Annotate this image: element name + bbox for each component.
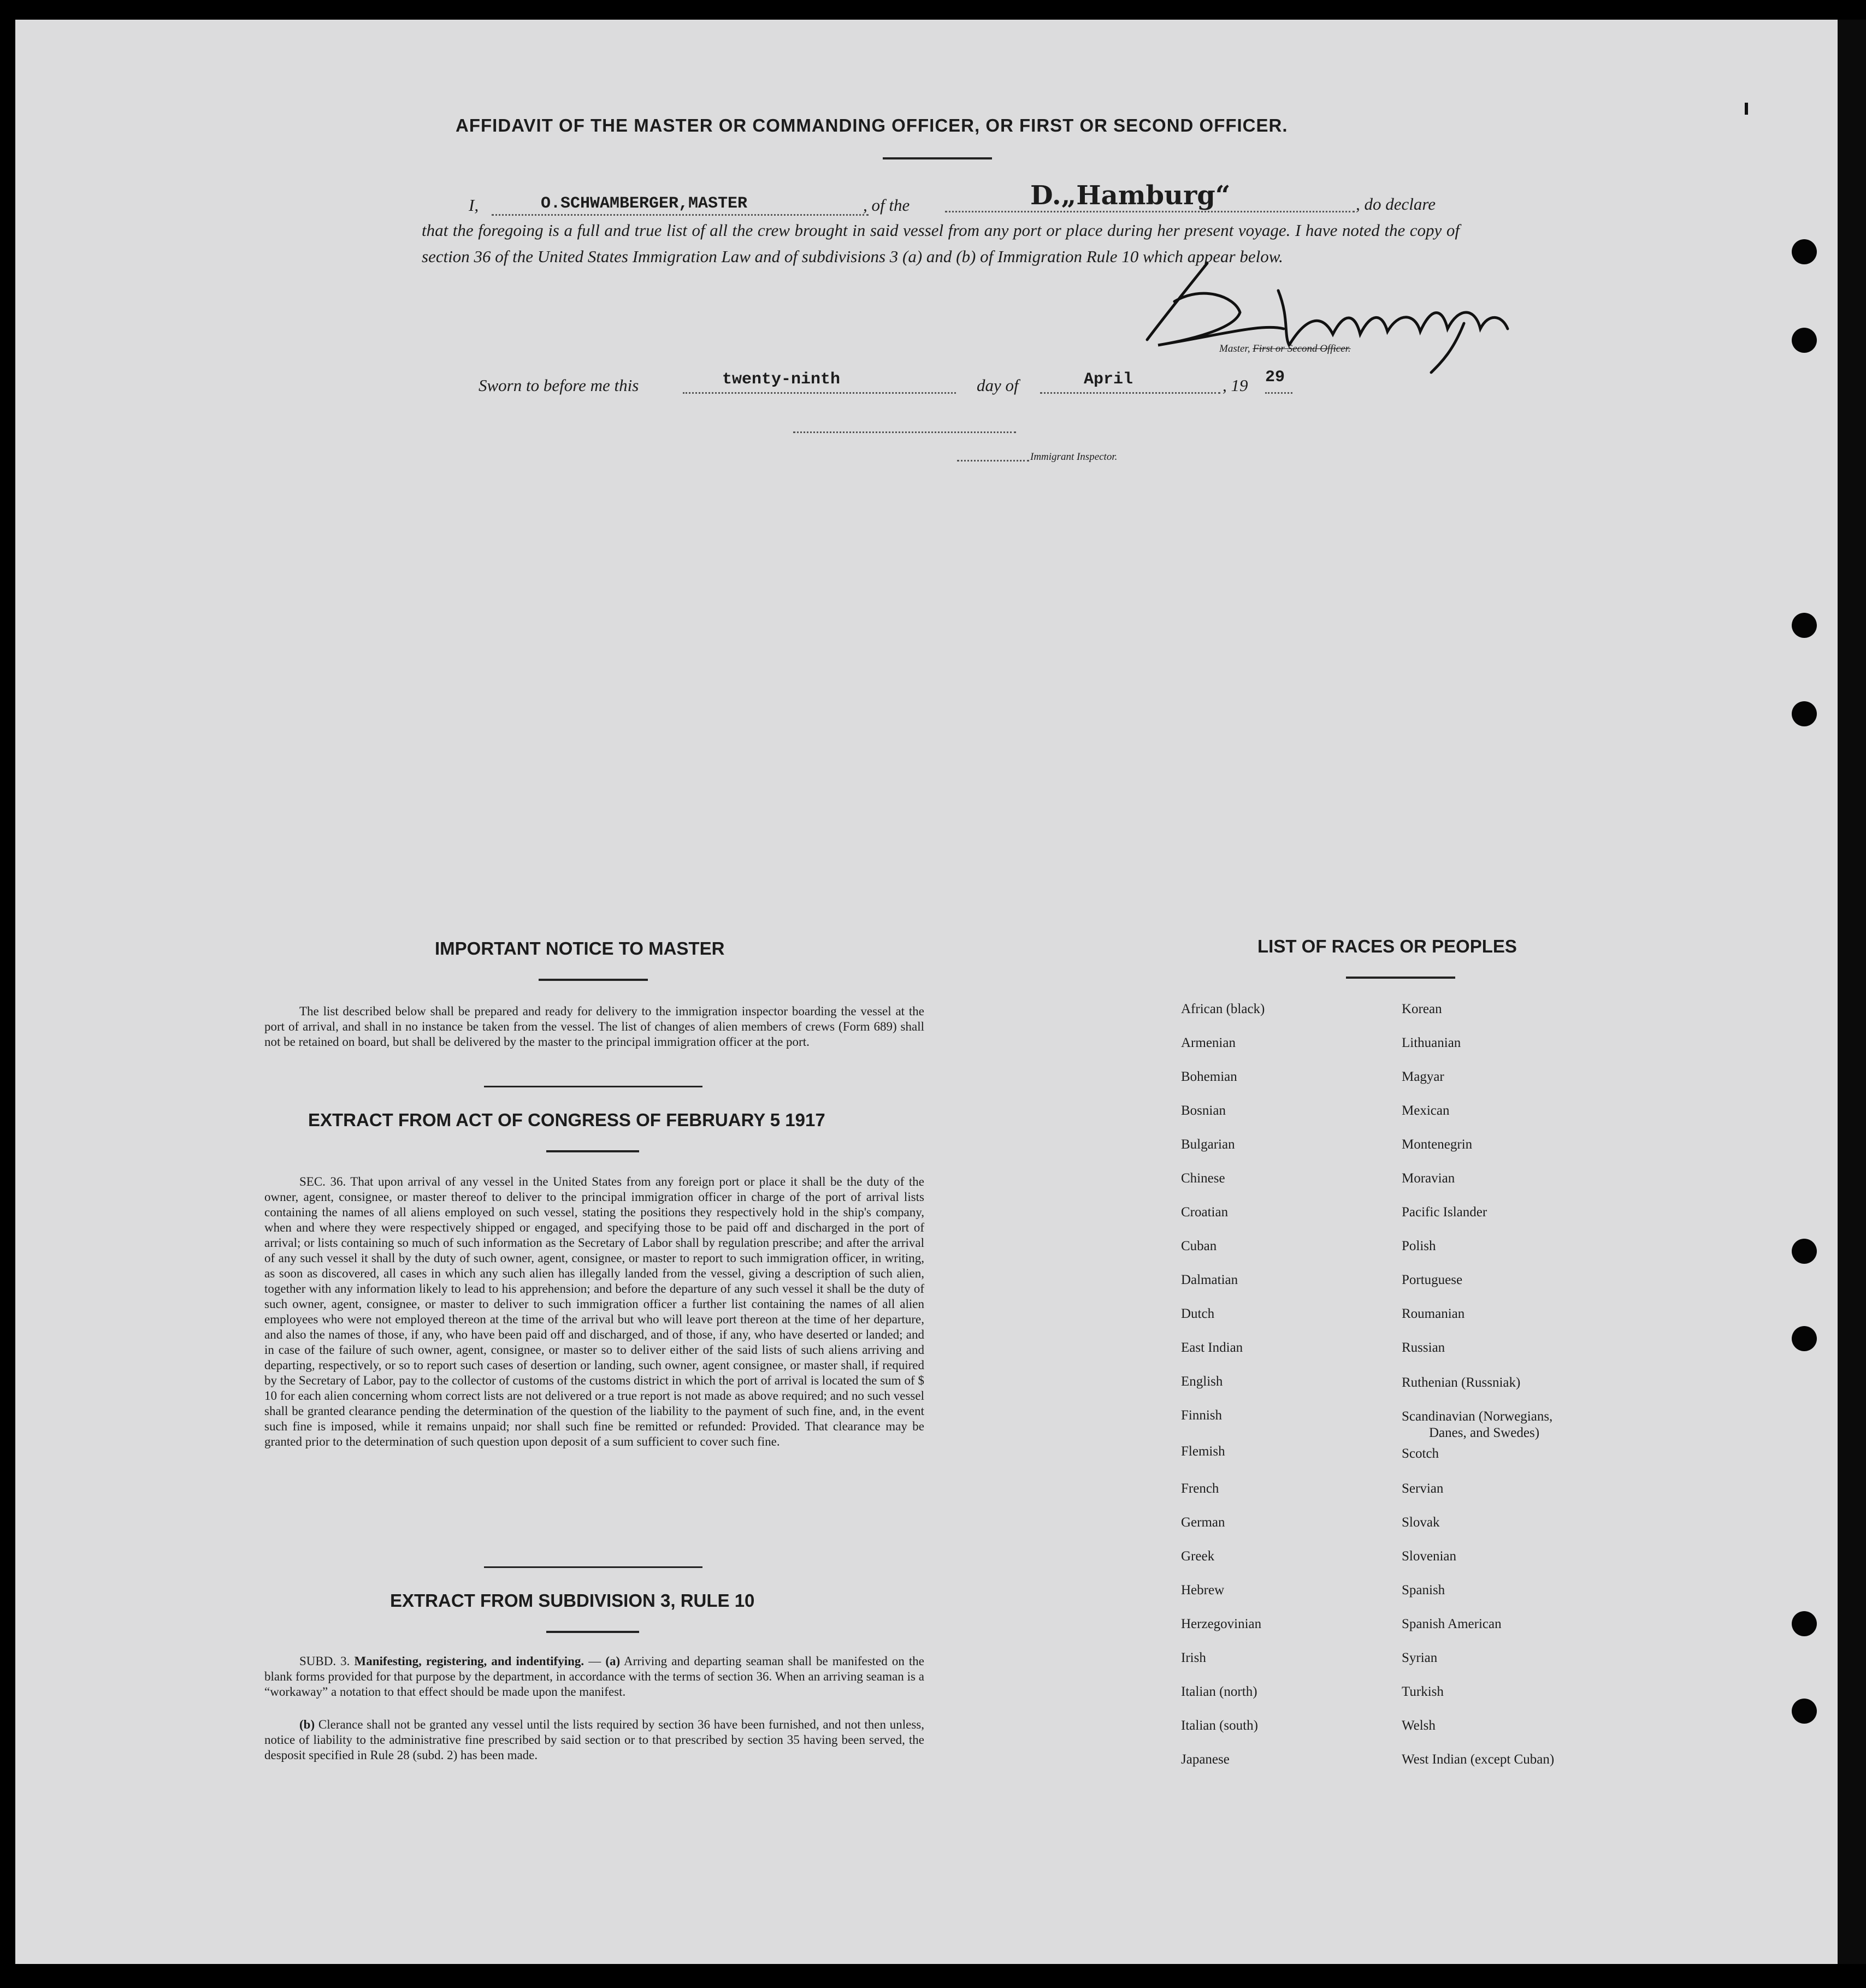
caption-officer: First or Second Officer. [1253, 343, 1351, 354]
divider [1346, 977, 1455, 979]
fill-line [793, 431, 1016, 433]
race-item: Russian [1402, 1340, 1445, 1355]
race-item: Montenegrin [1402, 1137, 1473, 1152]
race-item: Flemish [1181, 1444, 1225, 1459]
affidavit-statement: that the foregoing is a full and true list of all the crew brought in said vessel from any port or place during her present voyage. I have noted the copy of section 36 of the United States Immigration Law and of subdivisions 3 (a) and (b) of Immigration Rule 10 which appear below. [422, 221, 1460, 266]
binder-hole [1792, 613, 1817, 638]
race-item: Polish [1402, 1239, 1436, 1253]
race-item: French [1181, 1481, 1219, 1496]
binder-hole [1792, 239, 1817, 264]
rule-para-a-dash: — [584, 1654, 606, 1668]
signature-caption [1219, 343, 1351, 355]
sworn-day: twenty-ninth [722, 370, 841, 389]
rule-para-b-marker: (b) [299, 1718, 315, 1731]
race-item: East Indian [1181, 1340, 1243, 1355]
notice-title: IMPORTANT NOTICE TO MASTER [435, 938, 725, 958]
race-item: Irish [1181, 1650, 1206, 1665]
of-the-text: , of the [863, 196, 910, 215]
race-item: Finnish [1181, 1408, 1223, 1423]
page-edge [1838, 20, 1866, 1964]
signature [1125, 252, 1530, 378]
race-item: Spanish American [1402, 1617, 1502, 1631]
race-item: Scandinavian (Norwegians, [1402, 1409, 1553, 1424]
binder-hole [1792, 328, 1817, 353]
race-item: West Indian (except Cuban) [1402, 1752, 1555, 1767]
rule-para-a-heading: Manifesting, registering, and indentifying. [354, 1654, 584, 1668]
race-item: Herzegovinian [1181, 1617, 1262, 1631]
sworn-month: April [1084, 370, 1133, 389]
race-item: Cuban [1181, 1239, 1217, 1253]
divider [546, 1150, 639, 1152]
race-item: Spanish [1402, 1583, 1445, 1597]
race-item: Roumanian [1402, 1306, 1465, 1321]
margin-mark [1745, 103, 1748, 115]
fill-line [1265, 392, 1292, 394]
race-item: Lithuanian [1402, 1036, 1461, 1050]
fill-line [683, 392, 956, 394]
affidavit-title: AFFIDAVIT OF THE MASTER OR COMMANDING OFFICER, OR FIRST OR SECOND OFFICER. [456, 115, 1288, 135]
races-title: LIST OF RACES OR PEOPLES [1257, 936, 1517, 956]
binder-hole [1792, 1326, 1817, 1351]
race-item: Portuguese [1402, 1273, 1463, 1287]
act-title: EXTRACT FROM ACT OF CONGRESS OF FEBRUARY 5 1917 [308, 1110, 825, 1130]
fill-line [1040, 392, 1220, 394]
race-item: Dutch [1181, 1306, 1215, 1321]
rule-para-a-lead: SUBD. 3. [299, 1654, 350, 1668]
divider [546, 1631, 639, 1633]
caption-master: Master, [1219, 343, 1250, 354]
race-item: Korean [1402, 1002, 1442, 1016]
sworn-year: 29 [1265, 368, 1285, 387]
inspector-caption: Immigrant Inspector. [1030, 451, 1118, 463]
race-item: Japanese [1181, 1752, 1230, 1767]
divider [539, 979, 648, 981]
rule-title: EXTRACT FROM SUBDIVISION 3, RULE 10 [390, 1590, 755, 1611]
race-item: Bulgarian [1181, 1137, 1235, 1152]
race-item: Mexican [1402, 1103, 1450, 1118]
rule-para-a [264, 1654, 924, 1700]
race-item: Syrian [1402, 1650, 1438, 1665]
race-item: Turkish [1402, 1684, 1444, 1699]
rule-para-a-marker: (a) [605, 1654, 621, 1668]
divider [484, 1086, 702, 1087]
race-item: Bosnian [1181, 1103, 1226, 1118]
race-item: Slovenian [1402, 1549, 1456, 1564]
race-item: Welsh [1402, 1718, 1436, 1733]
notice-text: The list described below shall be prepared and ready for delivery to the immigration inspector boarding the vessel at the port of arrival, and shall in no instance be taken from the vessel. The list of changes of alien members of crews (Form 689) shall not be retained on board, but shall be delivered by the master to the principal immigration officer at the port. [264, 1004, 924, 1049]
year-prefix: , 19 [1223, 376, 1248, 395]
race-item: German [1181, 1515, 1225, 1530]
divider [484, 1566, 702, 1568]
fill-line [492, 214, 869, 216]
race-item: English [1181, 1374, 1223, 1389]
race-item: Moravian [1402, 1171, 1455, 1186]
race-item: Slovak [1402, 1515, 1440, 1530]
binder-hole [1792, 701, 1817, 726]
vessel-name: D.„Hamburg“ [1030, 180, 1231, 211]
binder-hole [1792, 1239, 1817, 1264]
race-item-continuation: Danes, and Swedes) [1429, 1425, 1540, 1440]
race-item: African (black) [1181, 1002, 1265, 1016]
race-item: Croatian [1181, 1205, 1229, 1220]
fill-line [945, 211, 1355, 212]
master-name: O.SCHWAMBERGER,MASTER [541, 194, 748, 213]
sworn-prefix: Sworn to before me this [479, 376, 639, 395]
day-of-text: day of [977, 376, 1019, 395]
race-item: Bohemian [1181, 1069, 1237, 1084]
race-item: Servian [1402, 1481, 1444, 1496]
race-item: Magyar [1402, 1069, 1444, 1084]
act-text: SEC. 36. That upon arrival of any vessel in the United States from any foreign port or place it shall be the duty of the owner, agent, consignee, or master thereof to deliver to the principal immigration officer in charge of the port of arrival lists containing the names of all aliens employed on such vessel, stating the positions they respectively hold in the ship's company, when and where they were respectively shipped or engaged, and specifying those to be paid off and discharged in the port of arrival; or lists containing so much of such information as the Secretary of Labor shall by regulation prescribe; and after the arrival of any such vessel it shall by the duty of such owner, agent, consignee, or master to report to such immigration officer, in writing, as soon as discovered, all cases in which any such alien has illegally landed from the vessel, giving a description of such alien, together with any information likely to lead to his apprehension; and before the departure of any such vessel it shall be the duty of such owner, agent, consignee, or master to deliver to such immigration officer a further list containing the names of all alien employees who were not employed thereon at the time of the arrival but who will leave port thereon at the time of her departure, and also the names of those, if any, who have been paid off and discharged, and of those, if any, who have deserted or landed; and in case of the failure of such owner, agent, consignee, or master so to deliver either of the said lists of such aliens arriving and departing, respectively, or so to report such cases of desertion or landing, such owner, agent consignee, or master shall, if required by the Secretary of Labor, pay to the collector of customs of the customs district in which the port of arrival is located the sum of $ 10 for each alien concerning whom correct lists are not delivered or a true report is not made as above required; and no such vessel shall be granted clearance pending the determination of the question of the liability to the payment of such fine, and, in the event such fine is imposed, while it remains unpaid; nor shall such fine be remitted or refunded: Provided. That clearance may be granted prior to the determination of such question upon deposit of a sum sufficient to cover such fine. [264, 1175, 924, 1448]
race-item: Italian (north) [1181, 1684, 1257, 1699]
rule-para-b [264, 1717, 924, 1763]
race-item: Greek [1181, 1549, 1215, 1564]
race-item: Ruthenian (Russniak) [1402, 1375, 1521, 1390]
rule-para-a-text: Arriving and departing seaman shall be manifested on the blank forms provided for that purpose by the department, in accordance with the terms of section 36. When an arriving seaman is a “workaway” a notation to that effect should be made upon the manifest. [264, 1654, 925, 1699]
divider [883, 157, 992, 159]
race-item: Hebrew [1181, 1583, 1225, 1597]
fill-line [957, 460, 1029, 461]
race-item: Chinese [1181, 1171, 1225, 1186]
race-item: Pacific Islander [1402, 1205, 1487, 1220]
race-item: Dalmatian [1181, 1273, 1238, 1287]
do-declare-text: , do declare [1356, 194, 1436, 214]
affidavit-pronoun: I, [469, 196, 479, 215]
rule-para-b-text: Clerance shall not be granted any vessel until the lists required by section 36 have been furnished, and not then unless, notice of liability to the administrative fine prescribed by said section or to that prescribed by section 35 having been served, the desposit specified in Rule 28 (subd. 2) has been made. [264, 1718, 924, 1762]
binder-hole [1792, 1699, 1817, 1724]
binder-hole [1792, 1611, 1817, 1636]
race-item: Scotch [1402, 1446, 1439, 1461]
race-item: Armenian [1181, 1036, 1236, 1050]
race-item: Italian (south) [1181, 1718, 1258, 1733]
